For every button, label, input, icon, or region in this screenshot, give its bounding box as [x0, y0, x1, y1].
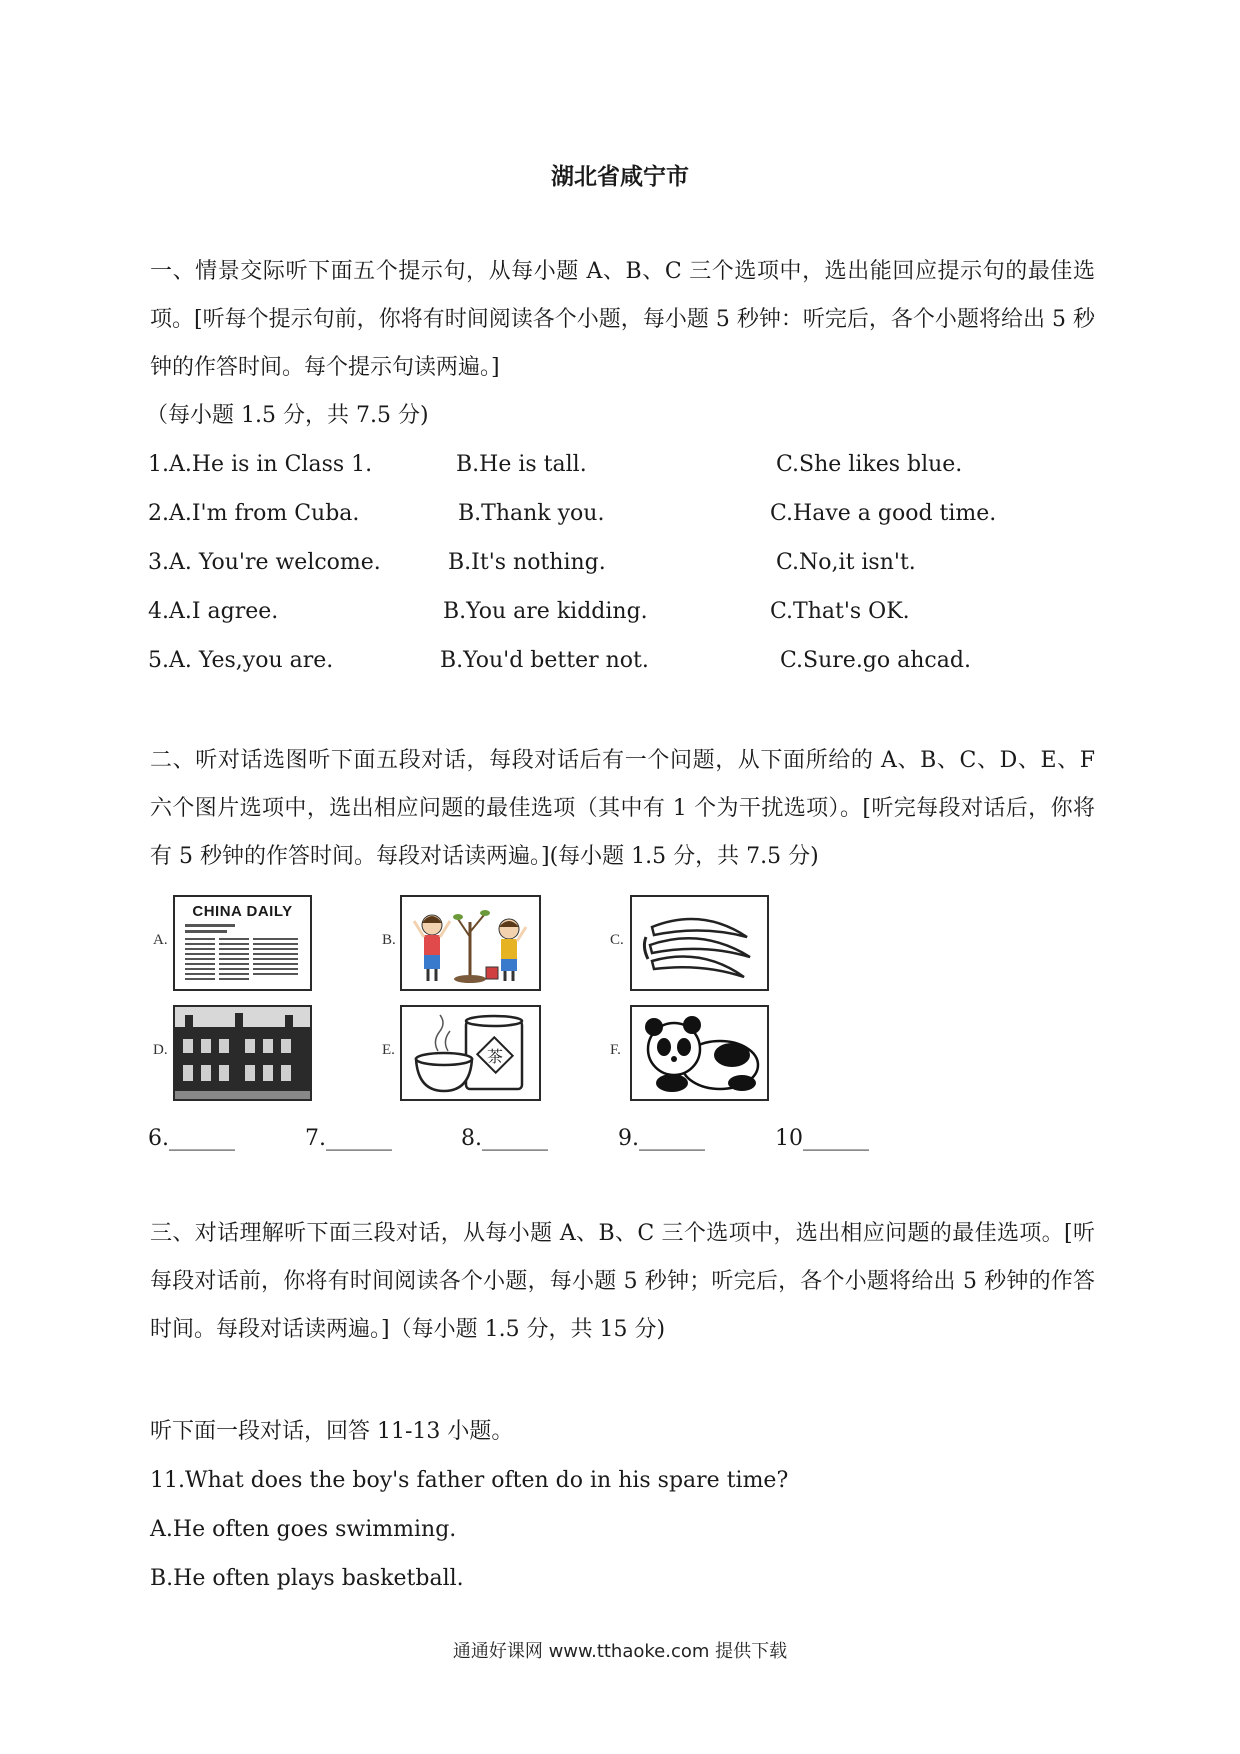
answer-blank-10[interactable]: 10______ [775, 1126, 869, 1151]
page-footer: 通通好课网 www.tthaoke.com 提供下载 [452, 1641, 788, 1662]
page-title: 湖北省咸宁市 [551, 164, 689, 190]
answer-blank-9[interactable]: 9.______ [618, 1126, 705, 1151]
option-b: B.You are kidding. [443, 599, 648, 624]
section2-intro: 二、听对话选图听下面五段对话，每段对话后有一个问题，从下面所给的 A、B、C、D、E、F 六个图片选项中，选出相应问题的最佳选项（其中有 1 个为干扰选项）。[听完每段对话后，你将有 5 秒钟的作答时间。每段对话读两遍。](每小题 1.5 分，共 7.5 分) [150, 748, 1095, 869]
tea-cup-and-jar-icon [400, 1005, 541, 1101]
answer-blank-7[interactable]: 7.______ [305, 1126, 392, 1151]
option-b: B.He is tall. [456, 452, 587, 477]
option-b: B.Thank you. [458, 501, 605, 526]
picture-label: D. [153, 1042, 168, 1058]
section1-score: （每小题 1.5 分，共 7.5 分) [146, 403, 429, 428]
option-a: 5.A. Yes,you are. [148, 648, 334, 673]
picture-label: F. [610, 1042, 621, 1058]
question-11-option-b: B.He often plays basketball. [150, 1566, 464, 1591]
section3-intro: 三、对话理解听下面三段对话，从每小题 A、B、C 三个选项中，选出相应问题的最佳选项。[听每段对话前，你将有时间阅读各个小题，每小题 5 秒钟；听完后，各个小题将给出 5 秒钟的作答时间。每段对话读两遍。]（每小题 1.5 分，共 15 分) [150, 1221, 1095, 1342]
panda-icon [630, 1005, 769, 1101]
option-c: C.Sure.go ahcad. [780, 648, 971, 673]
question-11-option-a: A.He often goes swimming. [150, 1517, 457, 1542]
option-a: 3.A. You're welcome. [148, 550, 381, 575]
option-b: B.You'd better not. [440, 648, 649, 673]
picture-label: C. [610, 932, 624, 948]
option-c: C.That's OK. [770, 599, 910, 624]
option-b: B.It's nothing. [448, 550, 606, 575]
newspaper-masthead: CHINA DAILY [192, 903, 293, 920]
tea-jar-label: 茶 [486, 1047, 504, 1066]
newspaper-icon [173, 895, 312, 991]
option-a: 4.A.I agree. [148, 599, 279, 624]
children-planting-tree-icon [400, 895, 541, 991]
bananas-icon [630, 895, 769, 991]
question-11: 11.What does the boy's father often do in his spare time? [150, 1468, 789, 1493]
picture-label: E. [382, 1042, 395, 1058]
option-c: C.Have a good time. [770, 501, 997, 526]
option-c: C.She likes blue. [776, 452, 963, 477]
option-a: 2.A.I'm from Cuba. [148, 501, 360, 526]
picture-label: A. [153, 932, 168, 948]
answer-blank-8[interactable]: 8.______ [461, 1126, 548, 1151]
row-houses-icon [173, 1005, 312, 1101]
option-a: 1.A.He is in Class 1. [148, 452, 373, 477]
section1-intro: 一、情景交际听下面五个提示句，从每小题 A、B、C 三个选项中，选出能回应提示句的最佳选项。[听每个提示句前，你将有时间阅读各个小题，每小题 5 秒钟：听完后，各个小题将给出 5 秒钟的作答时间。每个提示句读两遍。] [150, 259, 1095, 380]
answer-blank-6[interactable]: 6.______ [148, 1126, 235, 1151]
section3-lead: 听下面一段对话，回答 11-13 小题。 [150, 1419, 514, 1444]
option-c: C.No,it isn't. [776, 550, 916, 575]
picture-label: B. [382, 932, 396, 948]
